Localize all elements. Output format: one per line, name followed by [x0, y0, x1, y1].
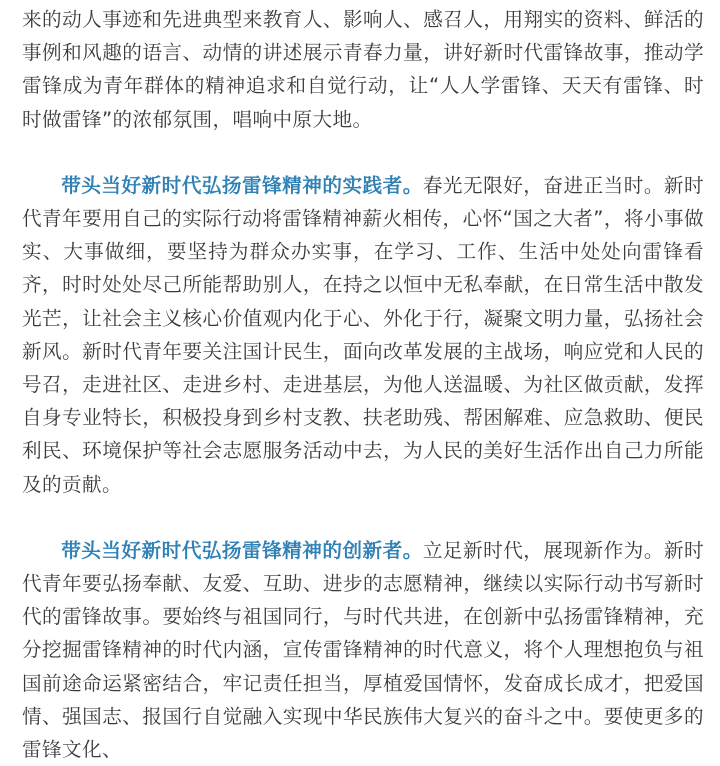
practice-paragraph-body: 春光无限好，奋进正当时。新时代青年要用自己的实际行动将雷锋精神薪火相传，心怀“国之大者”，将小事做实、大事做细，要坚持为群众办实事，在学习、工作、生活中处处向雷锋看齐，时时处处尽己所能帮助别人，在持之以恒中无私奉献，在日常生活中散发光芒，让社会主义核心价值观内化于心、外化于行，凝聚文明力量，弘扬社会新风。新时代青年要关注国计民生，面向改革发展的主战场，响应党和人民的号召，走进社区、走进乡村、走进基层，为他人送温暖、为社区做贡献，发挥自身专业特长，积极投身到乡村支教、扶老助残、帮困解难、应急救助、便民利民、环境保护等社会志愿服务活动中去，为人民的美好生活作出自己力所能及的贡献。 [22, 173, 704, 496]
innovation-paragraph [22, 534, 704, 766]
article-body [22, 3, 704, 766]
paragraph-spacer [22, 136, 704, 169]
innovation-paragraph-body: 立足新时代，展现新作为。新时代青年要弘扬奉献、友爱、互助、进步的志愿精神，继续以实际行动书写新时代的雷锋故事。要始终与祖国同行，与时代共进，在创新中弘扬雷锋精神，充分挖掘雷锋精神的时代内涵，宣传雷锋精神的时代意义，将个人理想抱负与祖国前途命运紧密结合，牢记责任担当，厚植爱国情怀，发奋成长成才，把爱国情、强国志、报国行自觉融入实现中华民族伟大复兴的奋斗之中。要使更多的雷锋文化、 [22, 538, 704, 762]
practice-paragraph [22, 169, 704, 501]
practice-lead-sentence: 带头当好新时代弘扬雷锋精神的实践者。 [61, 173, 423, 197]
intro-paragraph: 来的动人事迹和先进典型来教育人、影响人、感召人，用翔实的资料、鲜活的事例和风趣的语言、动情的讲述展示青春力量，讲好新时代雷锋故事，推动学雷锋成为青年群体的精神追求和自觉行动，让“人人学雷锋、天天有雷锋、时时做雷锋”的浓郁氛围，唱响中原大地。 [22, 8, 704, 131]
innovation-lead-sentence: 带头当好新时代弘扬雷锋精神的创新者。 [61, 538, 423, 562]
paragraph-spacer [22, 501, 704, 534]
